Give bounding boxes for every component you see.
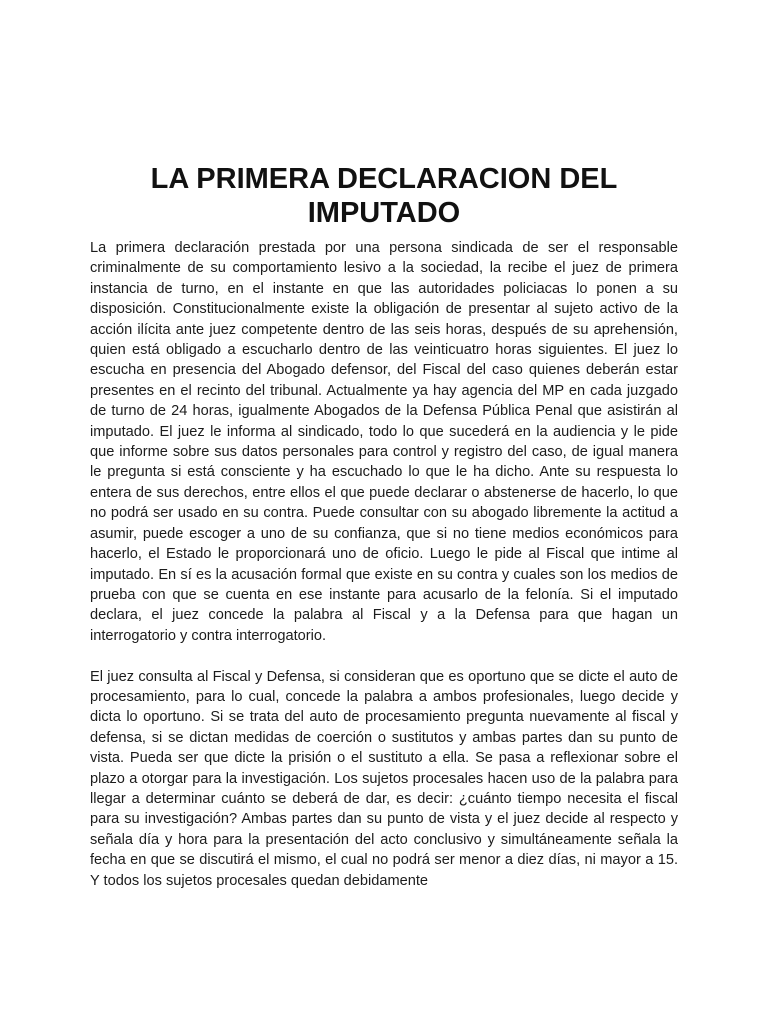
paragraph-2: El juez consulta al Fiscal y Defensa, si consideran que es oportuno que se dicte el auto de procesamiento, para lo cual, concede la palabra a ambos profesionales, luego decide y dicta lo oportuno. Si se trata del auto de procesamiento pregunta nuevamente al fiscal y defensa, si se dictan medidas de coerción o sustitutos y ambas partes dan su punto de vista. Pueda ser que dicte la prisión o el sustituto a ella. Se pasa a reflexionar sobre el plazo a otorgar para la investigación. Los sujetos procesales hacen uso de la palabra para llegar a determinar cuánto se deberá de dar, es decir: ¿cuánto tiempo necesita el fiscal para su investigación? Ambas partes dan su punto de vista y el juez decide al respecto y señala día y hora para la presentación del acto conclusivo y simultáneamente señala la fecha en que se discutirá el mismo, el cual no podrá ser menor a diez días, ni mayor a 15. Y todos los sujetos procesales quedan debidamente	[90, 668, 678, 889]
title-line-2: IMPUTADO	[307, 197, 461, 229]
title-line-1: LA PRIMERA DECLARACION DEL	[150, 163, 618, 195]
paragraph-1: La primera declaración prestada por una persona sindicada de ser el responsable criminalmente de su comportamiento lesivo a la sociedad, la recibe el juez de primera instancia de turno, en el instante en que las autoridades policiacas lo ponen a su disposición. Constitucionalmente existe la obligación de presentar al sujeto activo de la acción ilícita ante juez competente dentro de las seis horas, después de su aprehensión, quien está obligado a escucharlo dentro de las veinticuatro horas siguientes. El juez lo escucha en presencia del Abogado defensor, del Fiscal del caso quienes deberán estar presentes en el recinto del tribunal. Actualmente ya hay agencia del MP en cada juzgado de turno de 24 horas, igualmente Abogados de la Defensa Pública Penal que asistirán al imputado. El juez le informa al sindicado, todo lo que sucederá en la audiencia y le pide que informe sobre sus datos personales para control y registro del caso, de igual manera le pregunta si está consciente y ha escuchado lo que le ha dicho. Ante su respuesta lo entera de sus derechos, entre ellos el que puede declarar o abstenerse de hacerlo, lo que no podrá ser usado en su contra. Puede consultar con su abogado libremente la actitud a asumir, puede escoger a uno de su confianza, que si no tiene medios económicos para hacerlo, el Estado le proporcionará uno de oficio. Luego le pide al Fiscal que intime al imputado. En sí es la acusación formal que existe en su contra y cuales son los medios de prueba con que se cuenta en ese instante para acusarlo de la felonía. Si el imputado declara, el juez concede la palabra al Fiscal y a la Defensa para que hagan un interrogatorio y contra interrogatorio.	[90, 240, 678, 644]
document-body	[90, 238, 678, 891]
document-title	[90, 162, 678, 230]
